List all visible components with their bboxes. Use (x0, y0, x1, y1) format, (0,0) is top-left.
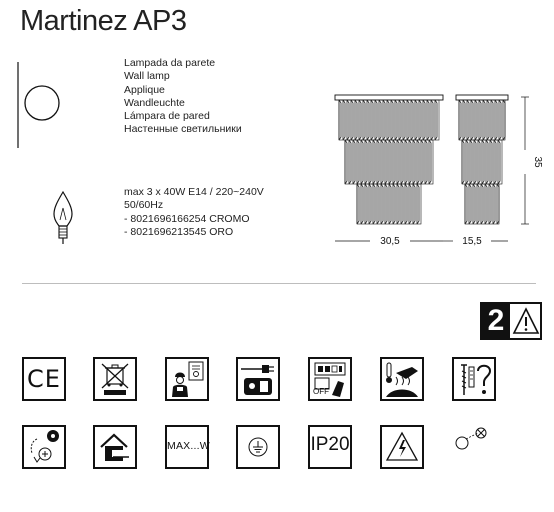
adjustable-lamp-icon (452, 425, 496, 469)
qualified-electrician-icon (165, 357, 209, 401)
product-names (124, 57, 242, 137)
name-en: Wall lamp (124, 70, 170, 83)
name-de: Wandleuchte (124, 96, 185, 109)
replace-bulb-icon (22, 425, 66, 469)
ce-mark-icon: CE (22, 357, 66, 401)
warning-triangle-icon (512, 306, 540, 336)
indoor-use-icon (93, 425, 137, 469)
spec-power: max 3 x 40W E14 / 220~240V (124, 186, 264, 198)
dimension-height: 35 (532, 156, 543, 168)
name-it: Lampada da parete (124, 57, 216, 69)
ip-rating-icon: IP20 (308, 425, 352, 469)
hot-surface-icon (380, 357, 424, 401)
name-es: Lámpara de pared (124, 110, 210, 123)
divider (22, 283, 536, 284)
spec-frequency: 50/60Hz (124, 199, 164, 212)
product-specs (124, 186, 264, 239)
earth-ground-icon (236, 425, 280, 469)
dimension-width: 30,5 (380, 236, 400, 247)
weee-bin-icon (93, 357, 137, 401)
class-number: 2 (487, 304, 505, 337)
technical-drawing (325, 92, 550, 257)
off-label: OFF (313, 387, 329, 396)
dimension-depth: 15,5 (462, 236, 482, 247)
name-fr: Applique (124, 83, 165, 96)
name-ru: Настенные светильники (124, 123, 242, 136)
class-2-badge (480, 302, 542, 340)
spec-code-chrome: - 8021696166254 CROMO (124, 212, 250, 225)
electrical-hazard-icon (380, 425, 424, 469)
wall-lamp-icon (14, 60, 64, 150)
switch-off-before-work-icon (308, 357, 352, 401)
max-wattage-icon: MAX...W (165, 425, 209, 469)
plug-connection-icon (236, 357, 280, 401)
spec-code-gold: - 8021696213545 ORO (124, 225, 234, 238)
mounting-hardware-question-icon (452, 357, 496, 401)
product-title: Martinez AP3 (20, 5, 187, 37)
candle-bulb-icon (48, 190, 78, 248)
